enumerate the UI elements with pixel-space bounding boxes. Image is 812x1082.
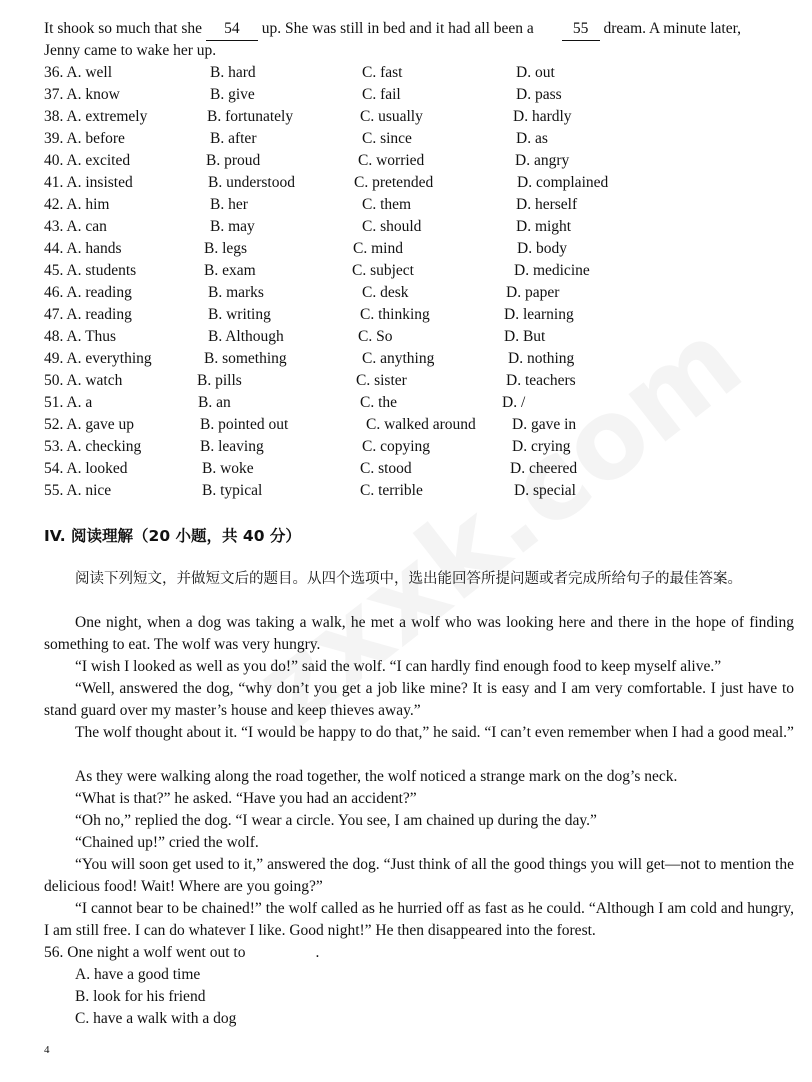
option-a xyxy=(44,128,125,150)
option-b: B. writing xyxy=(208,306,271,323)
option-b: B. an xyxy=(198,394,231,411)
passage-paragraph: “I cannot bear to be chained!” the wolf called as he hurried off as fast as he could. “Although I am cold and hungry, I am still free. I can do whatever I like. Good night!” He then disappeared into the forest. xyxy=(44,900,794,939)
option-a xyxy=(44,348,152,370)
option-a xyxy=(44,172,133,194)
option-b: B. may xyxy=(210,218,255,235)
option-row xyxy=(44,392,804,414)
option-d: D. as xyxy=(516,130,548,147)
question-56-choice-b: B. look for his friend xyxy=(75,988,206,1005)
question-number: 40. xyxy=(44,152,64,169)
option-text: A. can xyxy=(66,218,107,235)
option-row xyxy=(44,436,804,458)
option-c: C. anything xyxy=(362,350,435,367)
option-d: D. / xyxy=(502,394,526,411)
option-a xyxy=(44,370,122,392)
option-b: B. proud xyxy=(206,152,261,169)
option-a xyxy=(44,436,141,458)
option-row xyxy=(44,62,804,84)
option-d: D. nothing xyxy=(508,350,575,367)
passage-paragraph: “Chained up!” cried the wolf. xyxy=(75,834,259,851)
question-number: 51. xyxy=(44,394,64,411)
option-b: B. marks xyxy=(208,284,264,301)
option-a xyxy=(44,216,107,238)
option-c: C. thinking xyxy=(360,306,430,323)
passage-paragraph: The wolf thought about it. “I would be happy to do that,” he said. “I can’t even remember when I had a good meal.” xyxy=(75,724,794,741)
option-d: D. learning xyxy=(504,306,574,323)
question-number: 45. xyxy=(44,262,64,279)
option-d: D. gave in xyxy=(512,416,577,433)
option-text: A. before xyxy=(66,130,125,147)
option-d: D. complained xyxy=(517,174,609,191)
question-number: 43. xyxy=(44,218,64,235)
option-d: D. crying xyxy=(512,438,571,455)
option-text: A. a xyxy=(66,394,93,411)
option-a xyxy=(44,260,136,282)
option-d: D. teachers xyxy=(506,372,576,389)
option-a xyxy=(44,194,109,216)
option-row xyxy=(44,480,804,502)
option-a xyxy=(44,238,122,260)
option-c: C. stood xyxy=(360,460,412,477)
option-d: D. But xyxy=(504,328,546,345)
option-text: A. everything xyxy=(66,350,152,367)
option-row xyxy=(44,260,804,282)
option-text: A. reading xyxy=(66,306,132,323)
question-56-choice-a: A. have a good time xyxy=(75,966,201,983)
option-text: A. checking xyxy=(66,438,142,455)
option-text: A. know xyxy=(66,86,120,103)
option-d: D. pass xyxy=(516,86,562,103)
question-number: 46. xyxy=(44,284,64,301)
option-row xyxy=(44,194,804,216)
option-text: A. gave up xyxy=(66,416,134,433)
option-row xyxy=(44,458,804,480)
option-c: C. pretended xyxy=(354,174,434,191)
passage-paragraph: “I wish I looked as well as you do!” said the wolf. “I can hardly find enough food to keep myself alive.” xyxy=(75,658,722,675)
question-number: 44. xyxy=(44,240,64,257)
option-text: A. nice xyxy=(66,482,112,499)
question-number: 53. xyxy=(44,438,64,455)
option-d: D. paper xyxy=(506,284,560,301)
instruction: 阅读下列短文，并做短文后的题目。从四个选项中，选出能回答所提问题或者完成所给句子的最佳答案。 xyxy=(75,571,742,587)
option-b: B. after xyxy=(210,130,257,147)
option-c: C. usually xyxy=(360,108,423,125)
passage-paragraph: “You will soon get used to it,” answered the dog. “Just think of all the good things you will get—not to mention the delicious food! Wait! Where are you going?” xyxy=(44,856,794,895)
option-b: B. exam xyxy=(204,262,256,279)
option-d: D. out xyxy=(516,64,555,81)
option-row xyxy=(44,84,804,106)
option-b: B. understood xyxy=(208,174,295,191)
intro-text: up. She was still in bed and it had all been a xyxy=(261,20,534,37)
option-c: C. sister xyxy=(356,372,407,389)
question-number: 55. xyxy=(44,482,64,499)
option-b: B. Although xyxy=(208,328,284,345)
option-row xyxy=(44,106,804,128)
question-number: 38. xyxy=(44,108,64,125)
passage-paragraph: “Well, answered the dog, “why don’t you get a job like mine? It is easy and I am very comfortable. I just have to stand guard over my master’s house and keep thieves away.” xyxy=(44,680,794,719)
option-text: A. Thus xyxy=(66,328,117,345)
option-row xyxy=(44,282,804,304)
option-c: C. fail xyxy=(362,86,401,103)
question-stem: 56. One night a wolf went out to xyxy=(44,944,246,961)
question-number: 49. xyxy=(44,350,64,367)
question-number: 50. xyxy=(44,372,64,389)
option-c: C. walked around xyxy=(366,416,476,433)
option-d: D. special xyxy=(514,482,576,499)
option-a xyxy=(44,458,128,480)
option-row xyxy=(44,172,804,194)
option-a xyxy=(44,62,112,84)
option-row xyxy=(44,348,804,370)
option-a xyxy=(44,84,120,106)
option-c: C. copying xyxy=(362,438,431,455)
option-a xyxy=(44,480,111,502)
intro-text: It shook so much that she xyxy=(44,20,202,37)
option-b: B. give xyxy=(210,86,255,103)
option-c: C. since xyxy=(362,130,412,147)
option-d: D. cheered xyxy=(510,460,578,477)
option-b: B. pills xyxy=(197,372,242,389)
option-row xyxy=(44,414,804,436)
option-text: A. insisted xyxy=(66,174,133,191)
option-b: B. woke xyxy=(202,460,254,477)
question-number: 36. xyxy=(44,64,64,81)
option-b: B. leaving xyxy=(200,438,264,455)
page-number: 4 xyxy=(44,1044,50,1056)
option-b: B. something xyxy=(204,350,287,367)
option-a xyxy=(44,326,116,348)
option-b: B. hard xyxy=(210,64,256,81)
passage-paragraph: “What is that?” he asked. “Have you had an accident?” xyxy=(75,790,417,807)
option-c: C. terrible xyxy=(360,482,423,499)
option-c: C. the xyxy=(360,394,398,411)
blank-54: 54 xyxy=(206,18,258,41)
option-c: C. desk xyxy=(362,284,409,301)
option-row xyxy=(44,238,804,260)
intro-text: dream. A minute later, xyxy=(603,20,741,37)
option-d: D. herself xyxy=(516,196,578,213)
option-b: B. legs xyxy=(204,240,248,257)
option-b: B. pointed out xyxy=(200,416,289,433)
option-a xyxy=(44,414,134,436)
question-number: 41. xyxy=(44,174,64,191)
question-number: 37. xyxy=(44,86,64,103)
question-number: 48. xyxy=(44,328,64,345)
option-row xyxy=(44,150,804,172)
passage-paragraph: “Oh no,” replied the dog. “I wear a circle. You see, I am chained up during the day.” xyxy=(75,812,597,829)
option-row xyxy=(44,370,804,392)
intro-line-1 xyxy=(44,18,741,41)
question-number: 42. xyxy=(44,196,64,213)
question-56-stem xyxy=(44,942,319,964)
option-c: C. So xyxy=(358,328,393,345)
passage-paragraph: One night, when a dog was taking a walk, he met a wolf who was looking here and there in the hope of finding something to eat. The wolf was very hungry. xyxy=(44,614,794,653)
option-a xyxy=(44,282,132,304)
section-title: IV. 阅读理解（20 小题，共 40 分） xyxy=(44,527,301,545)
option-b: B. typical xyxy=(202,482,263,499)
question-number: 39. xyxy=(44,130,64,147)
option-a xyxy=(44,392,92,414)
option-d: D. medicine xyxy=(514,262,590,279)
option-c: C. mind xyxy=(353,240,403,257)
option-row xyxy=(44,128,804,150)
option-d: D. might xyxy=(516,218,572,235)
option-text: A. extremely xyxy=(66,108,148,125)
passage-paragraph: As they were walking along the road together, the wolf noticed a strange mark on the dog’s neck. xyxy=(75,768,678,785)
option-row xyxy=(44,216,804,238)
option-text: A. him xyxy=(66,196,110,213)
question-number: 47. xyxy=(44,306,64,323)
question-number: 54. xyxy=(44,460,64,477)
question-stem-end: . xyxy=(315,944,320,961)
blank-55: 55 xyxy=(562,18,600,41)
option-a xyxy=(44,106,147,128)
option-a xyxy=(44,304,132,326)
option-b: B. her xyxy=(210,196,248,213)
option-text: A. students xyxy=(66,262,137,279)
option-c: C. them xyxy=(362,196,412,213)
option-text: A. watch xyxy=(66,372,123,389)
option-c: C. subject xyxy=(352,262,414,279)
option-d: D. angry xyxy=(515,152,570,169)
option-text: A. excited xyxy=(66,152,131,169)
question-number: 52. xyxy=(44,416,64,433)
question-56-choice-c: C. have a walk with a dog xyxy=(75,1010,237,1027)
option-c: C. worried xyxy=(358,152,425,169)
option-a xyxy=(44,150,130,172)
option-c: C. fast xyxy=(362,64,403,81)
option-row xyxy=(44,304,804,326)
option-text: A. reading xyxy=(66,284,132,301)
intro-line-2: Jenny came to wake her up. xyxy=(44,42,217,59)
option-text: A. well xyxy=(66,64,113,81)
option-c: C. should xyxy=(362,218,422,235)
option-b: B. fortunately xyxy=(207,108,294,125)
option-text: A. looked xyxy=(66,460,128,477)
option-text: A. hands xyxy=(66,240,122,257)
option-row xyxy=(44,326,804,348)
option-d: D. body xyxy=(517,240,567,257)
option-d: D. hardly xyxy=(513,108,572,125)
